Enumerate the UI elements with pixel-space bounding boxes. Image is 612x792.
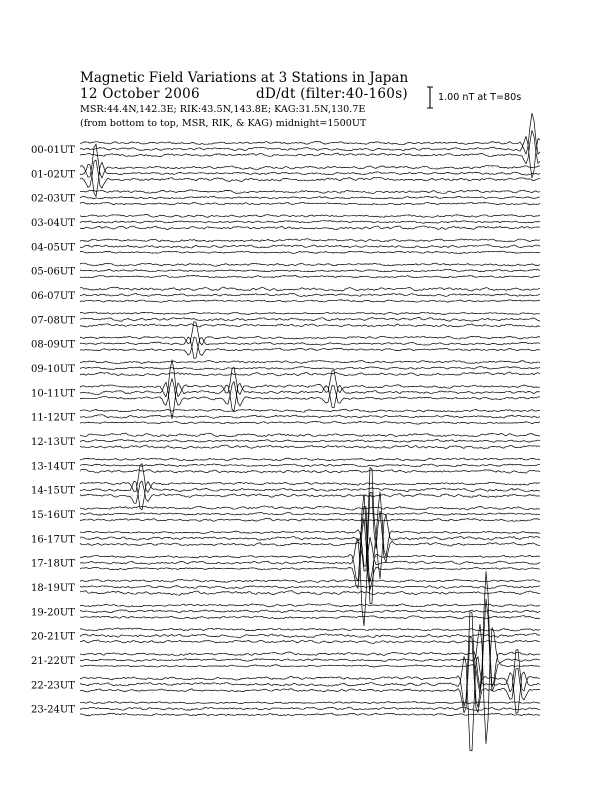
trace-kag [80, 604, 540, 607]
trace-kag [80, 409, 540, 412]
hour-label: 13-14UT [31, 461, 75, 473]
hour-label: 09-10UT [31, 363, 75, 375]
trace-kag [80, 468, 540, 567]
trace-kag [80, 113, 540, 154]
trace-msr [80, 518, 540, 589]
trace-rik [80, 318, 540, 322]
trace-rik [80, 440, 540, 443]
trace-msr [80, 372, 540, 376]
trace-msr [80, 251, 540, 253]
trace-msr [80, 275, 540, 278]
trace-msr [80, 202, 540, 204]
hour-label: 21-22UT [31, 655, 75, 667]
hour-label: 23-24UT [31, 704, 75, 716]
hour-label: 11-12UT [31, 412, 75, 424]
hour-label: 07-08UT [31, 315, 75, 327]
hour-label: 16-17UT [31, 534, 75, 546]
station-coordinates: MSR:44.4N,142.3E; RIK:43.5N,143.8E; KAG:31.5N,130.7E [80, 104, 366, 115]
trace-rik [80, 656, 540, 750]
hour-label: 03-04UT [31, 217, 75, 229]
trace-msr [80, 616, 540, 619]
chart-filter: dD/dt (filter:40-160s) [256, 86, 408, 102]
trace-msr [80, 337, 540, 356]
hour-label: 18-19UT [31, 582, 75, 594]
trace-rik [80, 415, 540, 419]
hour-label: 20-21UT [31, 631, 75, 643]
hour-label: 08-09UT [31, 339, 75, 351]
trace-rik [80, 196, 540, 199]
trace-msr [80, 492, 540, 571]
hour-label: 10-11UT [31, 388, 75, 400]
trace-msr [80, 445, 540, 449]
trace-msr [80, 300, 540, 302]
station-order-note: (from bottom to top, MSR, RIK, & KAG) midnight=1500UT [80, 118, 367, 129]
hour-label: 06-07UT [31, 290, 75, 302]
trace-kag [80, 464, 540, 493]
hour-label-layer [31, 145, 75, 716]
trace-rik [80, 337, 540, 358]
trace-msr [80, 599, 540, 694]
trace-msr [80, 591, 540, 596]
hour-label: 04-05UT [31, 242, 75, 254]
hour-label: 01-02UT [31, 169, 75, 181]
trace-rik [80, 382, 540, 418]
trace-kag [80, 702, 540, 704]
trace-msr [80, 226, 540, 230]
trace-layer [80, 113, 540, 751]
hour-label: 22-23UT [31, 680, 75, 692]
hour-label: 00-01UT [31, 145, 75, 156]
trace-msr [80, 324, 540, 327]
trace-msr [80, 640, 540, 643]
hour-label: 02-03UT [31, 193, 75, 205]
hour-label: 17-18UT [31, 558, 75, 570]
trace-rik [80, 464, 540, 467]
hour-label: 15-16UT [31, 509, 75, 521]
trace-msr [80, 637, 540, 713]
chart-title: Magnetic Field Variations at 3 Stations in Japan [80, 70, 409, 86]
hour-label: 05-06UT [31, 266, 75, 278]
hour-label: 19-20UT [31, 607, 75, 619]
scale-bar-label: 1.00 nT at T=80s [438, 92, 522, 103]
trace-kag [80, 287, 540, 291]
hour-label: 14-15UT [31, 485, 75, 497]
trace-msr [80, 160, 540, 188]
trace-kag [80, 239, 540, 242]
trace-kag [80, 360, 540, 363]
trace-msr [80, 130, 540, 163]
hour-label: 12-13UT [31, 436, 75, 448]
chart-date: 12 October 2006 [80, 86, 200, 102]
trace-rik [80, 506, 540, 604]
trace-kag [80, 458, 540, 461]
trace-kag [80, 628, 540, 631]
trace-rik [80, 367, 540, 370]
trace-rik [80, 245, 540, 248]
